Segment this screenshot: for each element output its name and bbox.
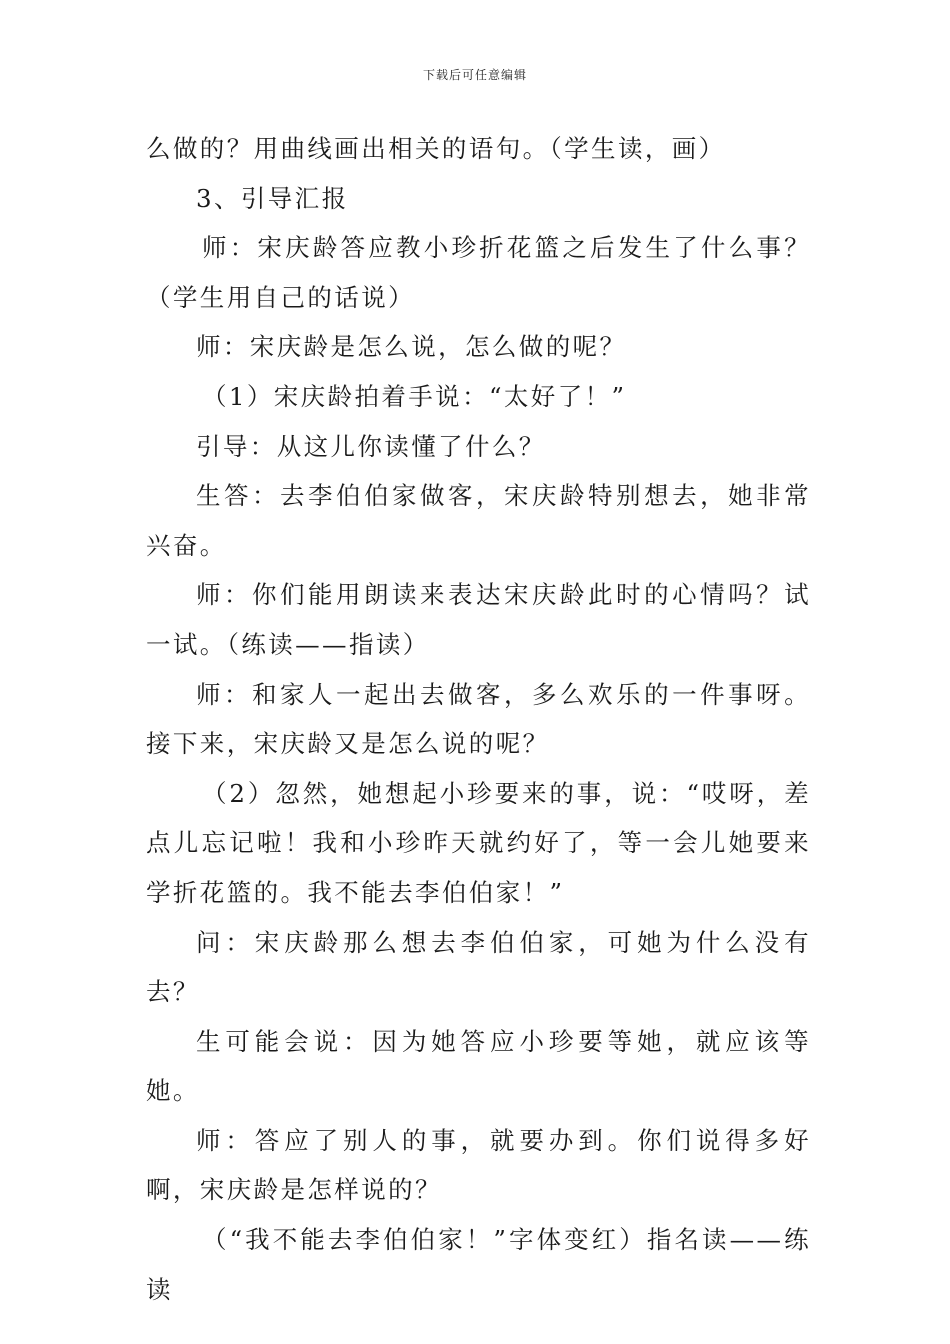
paragraph-question: 问：宋庆龄那么想去李伯伯家，可她为什么没有去？ <box>146 927 811 1007</box>
paragraph-teacher-question: 师：宋庆龄答应教小珍折花篮之后发生了什么事？（学生用自己的话说） <box>146 233 811 312</box>
paragraph-guide: 引导：从这儿你读懂了什么？ <box>196 431 546 461</box>
document-body <box>146 124 811 1314</box>
paragraph-teacher-question: 师：宋庆龄是怎么说，怎么做的呢？ <box>196 332 627 362</box>
paragraph-section-heading: 3、引导汇报 <box>196 183 349 213</box>
paragraph-student-answer: 生答：去李伯伯家做客，宋庆龄特别想去，她非常兴奋。 <box>146 481 811 560</box>
page-header: 下载后可任意编辑 <box>422 68 527 82</box>
paragraph-reading-instruction: （“我不能去李伯伯家！”字体变红）指名读——练读 <box>146 1225 811 1304</box>
paragraph-teacher-comment: 师：答应了别人的事，就要办到。你们说得多好啊，宋庆龄是怎样说的？ <box>146 1125 811 1205</box>
paragraph-quote-1: （1）宋庆龄拍着手说：“太好了！” <box>202 381 627 411</box>
paragraph-teacher-prompt: 师：你们能用朗读来表达宋庆龄此时的心情吗？试一试。（练读——指读） <box>146 580 811 659</box>
paragraph-quote-2: （2）忽然，她想起小珍要来的事，说：“哎呀，差点儿忘记啦！我和小珍昨天就约好了，等一会儿她要来学折花篮的。我不能去李伯伯家！” <box>146 778 811 907</box>
paragraph-continuation: 么做的？用曲线画出相关的语句。（学生读，画） <box>146 134 726 163</box>
paragraph-student-answer: 生可能会说：因为她答应小珍要等她，就应该等她。 <box>146 1026 811 1106</box>
paragraph-teacher-prompt: 师：和家人一起出去做客，多么欢乐的一件事呀。接下来，宋庆龄又是怎么说的呢？ <box>146 679 811 759</box>
